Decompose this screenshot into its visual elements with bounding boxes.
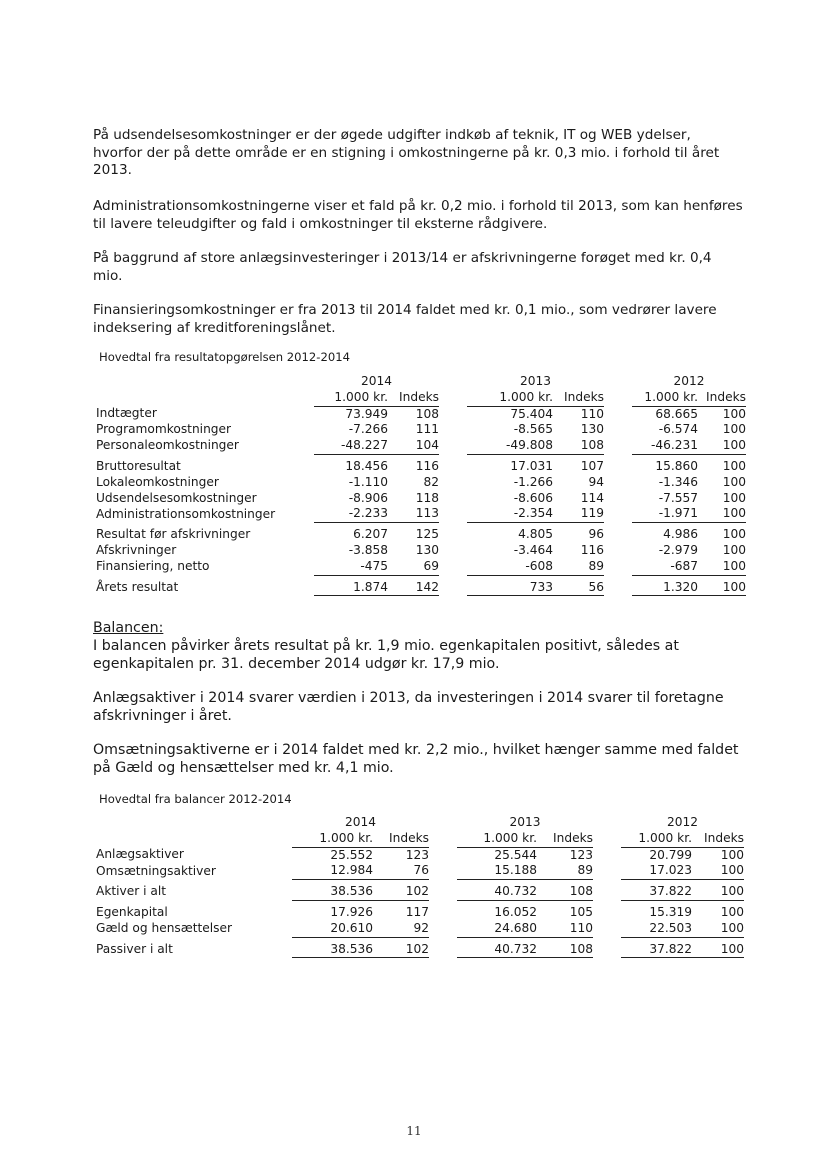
index-cell: 130	[580, 422, 604, 437]
index-cell: 107	[580, 458, 604, 473]
amount-cell: 6.207	[353, 527, 388, 542]
unit-header: 1.000 kr.	[457, 831, 537, 847]
column-gap	[439, 491, 467, 507]
balance-table-caption: Hovedtal fra balancer 2012-2014	[99, 792, 292, 806]
index-cell: 96	[588, 527, 604, 542]
amount-cell: -1.266	[513, 474, 553, 489]
index-cell: 108	[415, 406, 439, 421]
year-header: 2014	[360, 374, 393, 388]
amount-cell: 40.732	[457, 884, 537, 900]
index-header: Indeks	[388, 390, 439, 406]
amount-cell: 37.822	[621, 884, 692, 900]
index-cell: 100	[722, 458, 746, 473]
amount-cell: -1.110	[348, 474, 388, 489]
amount-cell: 15.319	[649, 904, 692, 919]
row-label: Passiver i alt	[96, 941, 173, 956]
year-header: 2013	[509, 815, 541, 829]
index-cell: 118	[415, 490, 439, 505]
row-label: Lokaleomkostninger	[96, 474, 219, 489]
column-gap	[593, 942, 621, 958]
index-cell: 100	[722, 474, 746, 489]
column-gap	[429, 905, 457, 921]
column-gap	[439, 543, 467, 559]
amount-cell: 733	[467, 580, 553, 596]
amount-cell: 17.926	[330, 904, 373, 919]
index-cell: 102	[373, 942, 429, 958]
table-row	[96, 506, 746, 522]
index-cell: 56	[553, 580, 604, 596]
column-gap	[604, 491, 632, 507]
unit-header: 1.000 kr.	[467, 390, 553, 406]
row-label: Finansiering, netto	[96, 559, 210, 574]
index-cell: 100	[698, 580, 746, 596]
amount-cell: 40.732	[457, 942, 537, 958]
unit-header-row	[96, 831, 744, 847]
unit-header: 1.000 kr.	[292, 831, 373, 847]
index-cell: 100	[692, 863, 744, 879]
table-row	[96, 863, 744, 879]
column-gap	[604, 422, 632, 438]
amount-cell: 4.805	[518, 527, 553, 542]
index-cell: 100	[720, 904, 744, 919]
column-gap	[429, 847, 457, 863]
index-cell: 142	[388, 580, 439, 596]
table-row	[96, 406, 746, 422]
column-gap	[439, 559, 467, 575]
paragraph-anlaegsaktiver: Anlægsaktiver i 2014 svarer værdien i 2013, da investeringen i 2014 svarer til foretagne afskrivninger i året.	[93, 690, 724, 724]
balance-heading: Balancen:	[93, 620, 164, 636]
column-gap	[604, 506, 632, 522]
index-cell: 92	[373, 921, 429, 937]
index-cell: 89	[537, 863, 593, 879]
paragraph-balance-result: I balancen påvirker årets resultat på kr. 1,9 mio. egenkapitalen positivt, således at egenkapitalen pr. 31. december 2014 udgør kr. 17,9 mio.	[93, 638, 679, 672]
income-statement-table	[96, 374, 746, 596]
row-label: Personaleomkostninger	[96, 438, 239, 453]
amount-cell: 1.874	[314, 580, 388, 596]
index-cell: 113	[388, 506, 439, 522]
table-row	[96, 580, 746, 596]
index-cell: 123	[569, 847, 593, 862]
index-cell: 105	[569, 904, 593, 919]
amount-cell: -8.906	[348, 490, 388, 505]
index-cell: 125	[415, 527, 439, 542]
index-cell: 108	[537, 942, 593, 958]
row-label: Omsætningsaktiver	[96, 863, 216, 878]
index-cell: 100	[722, 527, 746, 542]
amount-cell: 38.536	[292, 884, 373, 900]
column-gap	[604, 438, 632, 454]
index-cell: 100	[698, 506, 746, 522]
header-spacer	[96, 390, 314, 406]
index-cell: 100	[720, 847, 744, 862]
table-row	[96, 559, 746, 575]
unit-header-row	[96, 390, 746, 406]
index-cell: 69	[388, 559, 439, 575]
index-cell: 89	[553, 559, 604, 575]
column-gap	[429, 863, 457, 879]
column-gap	[439, 422, 467, 438]
column-gap	[604, 475, 632, 491]
amount-cell: 16.052	[494, 904, 537, 919]
amount-cell: -46.231	[632, 438, 698, 454]
column-gap	[593, 847, 621, 863]
amount-cell: 17.031	[510, 458, 553, 473]
amount-cell: -3.858	[348, 542, 388, 557]
row-label: Resultat før afskrivninger	[96, 527, 251, 542]
index-cell: 100	[698, 559, 746, 575]
index-header: Indeks	[698, 390, 746, 406]
index-header: Indeks	[692, 831, 744, 847]
year-header: 2012	[673, 374, 705, 388]
table-row	[96, 543, 746, 559]
row-label: Årets resultat	[96, 579, 179, 594]
balance-section	[93, 619, 743, 673]
amount-cell: -475	[314, 559, 388, 575]
index-cell: 119	[553, 506, 604, 522]
amount-cell: -2.233	[314, 506, 388, 522]
column-gap	[439, 406, 467, 422]
index-cell: 100	[722, 490, 746, 505]
amount-cell: 12.984	[292, 863, 373, 879]
row-label: Afskrivninger	[96, 542, 177, 557]
amount-cell: -2.979	[658, 542, 698, 557]
index-header: Indeks	[553, 390, 604, 406]
column-gap	[439, 580, 467, 596]
amount-cell: 1.320	[632, 580, 698, 596]
column-gap	[429, 831, 457, 847]
column-gap	[439, 506, 467, 522]
index-cell: 108	[537, 884, 593, 900]
header-spacer	[96, 374, 314, 390]
unit-header: 1.000 kr.	[621, 831, 692, 847]
column-gap	[604, 580, 632, 596]
index-cell: 114	[580, 490, 604, 505]
row-label: Programomkostninger	[96, 422, 232, 437]
amount-cell: 38.536	[292, 942, 373, 958]
column-gap	[439, 475, 467, 491]
index-cell: 76	[373, 863, 429, 879]
amount-cell: 73.949	[345, 406, 388, 421]
paragraph-afskrivninger: På baggrund af store anlægsinvesteringer i 2013/14 er afskrivningerne forøget med kr. 0,4 mio.	[93, 250, 712, 284]
index-cell: 110	[537, 921, 593, 937]
index-cell: 100	[692, 884, 744, 900]
amount-cell: 17.023	[621, 863, 692, 879]
page-number: 11	[406, 1124, 422, 1138]
index-cell: 100	[692, 921, 744, 937]
index-cell: 111	[415, 422, 439, 437]
amount-cell: 4.986	[663, 527, 698, 542]
amount-cell: -1.971	[632, 506, 698, 522]
index-cell: 82	[423, 474, 439, 489]
row-label: Udsendelsesomkostninger	[96, 490, 257, 505]
index-cell: 123	[405, 847, 429, 862]
column-gap	[429, 884, 457, 900]
column-gap	[429, 921, 457, 937]
column-gap	[593, 831, 621, 847]
index-cell: 108	[553, 438, 604, 454]
column-gap	[593, 921, 621, 937]
amount-cell: 37.822	[621, 942, 692, 958]
amount-cell: 18.456	[345, 458, 388, 473]
amount-cell: -687	[632, 559, 698, 575]
index-cell: 116	[415, 458, 439, 473]
index-cell: 100	[692, 942, 744, 958]
amount-cell: -2.354	[467, 506, 553, 522]
amount-cell: -1.346	[658, 474, 698, 489]
column-gap	[439, 374, 467, 390]
balance-table	[96, 815, 744, 958]
amount-cell: 75.404	[510, 406, 553, 421]
index-cell: 100	[722, 422, 746, 437]
column-gap	[604, 390, 632, 406]
column-gap	[439, 438, 467, 454]
amount-cell: 15.860	[655, 458, 698, 473]
unit-header: 1.000 kr.	[314, 390, 388, 406]
header-spacer	[96, 815, 292, 831]
column-gap	[429, 815, 457, 831]
table-row	[96, 438, 746, 454]
column-gap	[593, 863, 621, 879]
unit-header: 1.000 kr.	[632, 390, 698, 406]
column-gap	[593, 905, 621, 921]
index-cell: 100	[722, 542, 746, 557]
index-cell: 104	[388, 438, 439, 454]
column-gap	[604, 559, 632, 575]
column-gap	[429, 942, 457, 958]
amount-cell: 20.610	[292, 921, 373, 937]
table-row	[96, 942, 744, 958]
table-row	[96, 884, 744, 900]
column-gap	[593, 884, 621, 900]
paragraph-administration: Administrationsomkostningerne viser et fald på kr. 0,2 mio. i forhold til 2013, som kan henføres til lavere teleudgifter og fald i omkostninger til eksterne rådgivere.	[93, 198, 743, 232]
amount-cell: 25.552	[330, 847, 373, 862]
paragraph-omsaetningsaktiver: Omsætningsaktiverne er i 2014 faldet med kr. 2,2 mio., hvilket hænger samme med faldet på Gæld og hensættelser med kr. 4,1 mio.	[93, 742, 739, 776]
row-label: Indtægter	[96, 406, 157, 421]
table-row	[96, 527, 746, 543]
column-gap	[604, 374, 632, 390]
amount-cell: -7.557	[658, 490, 698, 505]
table-row	[96, 459, 746, 475]
amount-cell: -8.606	[513, 490, 553, 505]
amount-cell: 20.799	[649, 847, 692, 862]
index-cell: 117	[405, 904, 429, 919]
table-row	[96, 491, 746, 507]
column-gap	[604, 543, 632, 559]
amount-cell: 24.680	[457, 921, 537, 937]
amount-cell: -6.574	[658, 422, 698, 437]
amount-cell: -8.565	[513, 422, 553, 437]
table-row	[96, 422, 746, 438]
amount-cell: -3.464	[513, 542, 553, 557]
index-cell: 102	[373, 884, 429, 900]
table-row	[96, 921, 744, 937]
year-header: 2013	[519, 374, 552, 388]
row-label: Gæld og hensættelser	[96, 921, 233, 936]
amount-cell: -608	[467, 559, 553, 575]
index-cell: 130	[415, 542, 439, 557]
row-label: Bruttoresultat	[96, 458, 181, 473]
row-label: Aktiver i alt	[96, 884, 167, 899]
amount-cell: 15.188	[457, 863, 537, 879]
index-cell: 100	[698, 438, 746, 454]
year-header: 2012	[666, 815, 699, 829]
year-header: 2014	[344, 815, 377, 829]
amount-cell: -48.227	[314, 438, 388, 454]
balance-table-body	[96, 815, 744, 958]
amount-cell: 25.544	[494, 847, 537, 862]
row-label: Anlægsaktiver	[96, 847, 184, 862]
table-row	[96, 905, 744, 921]
column-gap	[604, 406, 632, 422]
index-cell: 100	[722, 406, 746, 421]
row-label: Egenkapital	[96, 904, 168, 919]
paragraph-udsendelse: På udsendelsesomkostninger er der øgede udgifter indkøb af teknik, IT og WEB ydelser, hvorfor der på dette område er en stigning i omkostningerne på kr. 0,3 mio. i forhold til året 2013.	[93, 127, 720, 178]
index-header: Indeks	[373, 831, 429, 847]
table-row	[96, 475, 746, 491]
index-header: Indeks	[537, 831, 593, 847]
index-cell: 110	[580, 406, 604, 421]
index-cell: 116	[580, 542, 604, 557]
income-table-caption: Hovedtal fra resultatopgørelsen 2012-2014	[99, 350, 350, 364]
column-gap	[439, 527, 467, 543]
column-gap	[593, 815, 621, 831]
income-table-body	[96, 374, 746, 596]
table-row	[96, 847, 744, 863]
header-spacer	[96, 831, 292, 847]
paragraph-finansiering: Finansieringsomkostninger er fra 2013 til 2014 faldet med kr. 0,1 mio., som vedrører lavere indeksering af kreditforeningslånet.	[93, 302, 717, 336]
year-header-row	[96, 374, 746, 390]
column-gap	[439, 459, 467, 475]
index-cell: 94	[588, 474, 604, 489]
year-header-row	[96, 815, 744, 831]
amount-cell: 22.503	[621, 921, 692, 937]
row-label: Administrationsomkostninger	[96, 506, 276, 521]
amount-cell: 68.665	[655, 406, 698, 421]
amount-cell: -49.808	[467, 438, 553, 454]
amount-cell: -7.266	[348, 422, 388, 437]
column-gap	[439, 390, 467, 406]
column-gap	[604, 459, 632, 475]
column-gap	[604, 527, 632, 543]
